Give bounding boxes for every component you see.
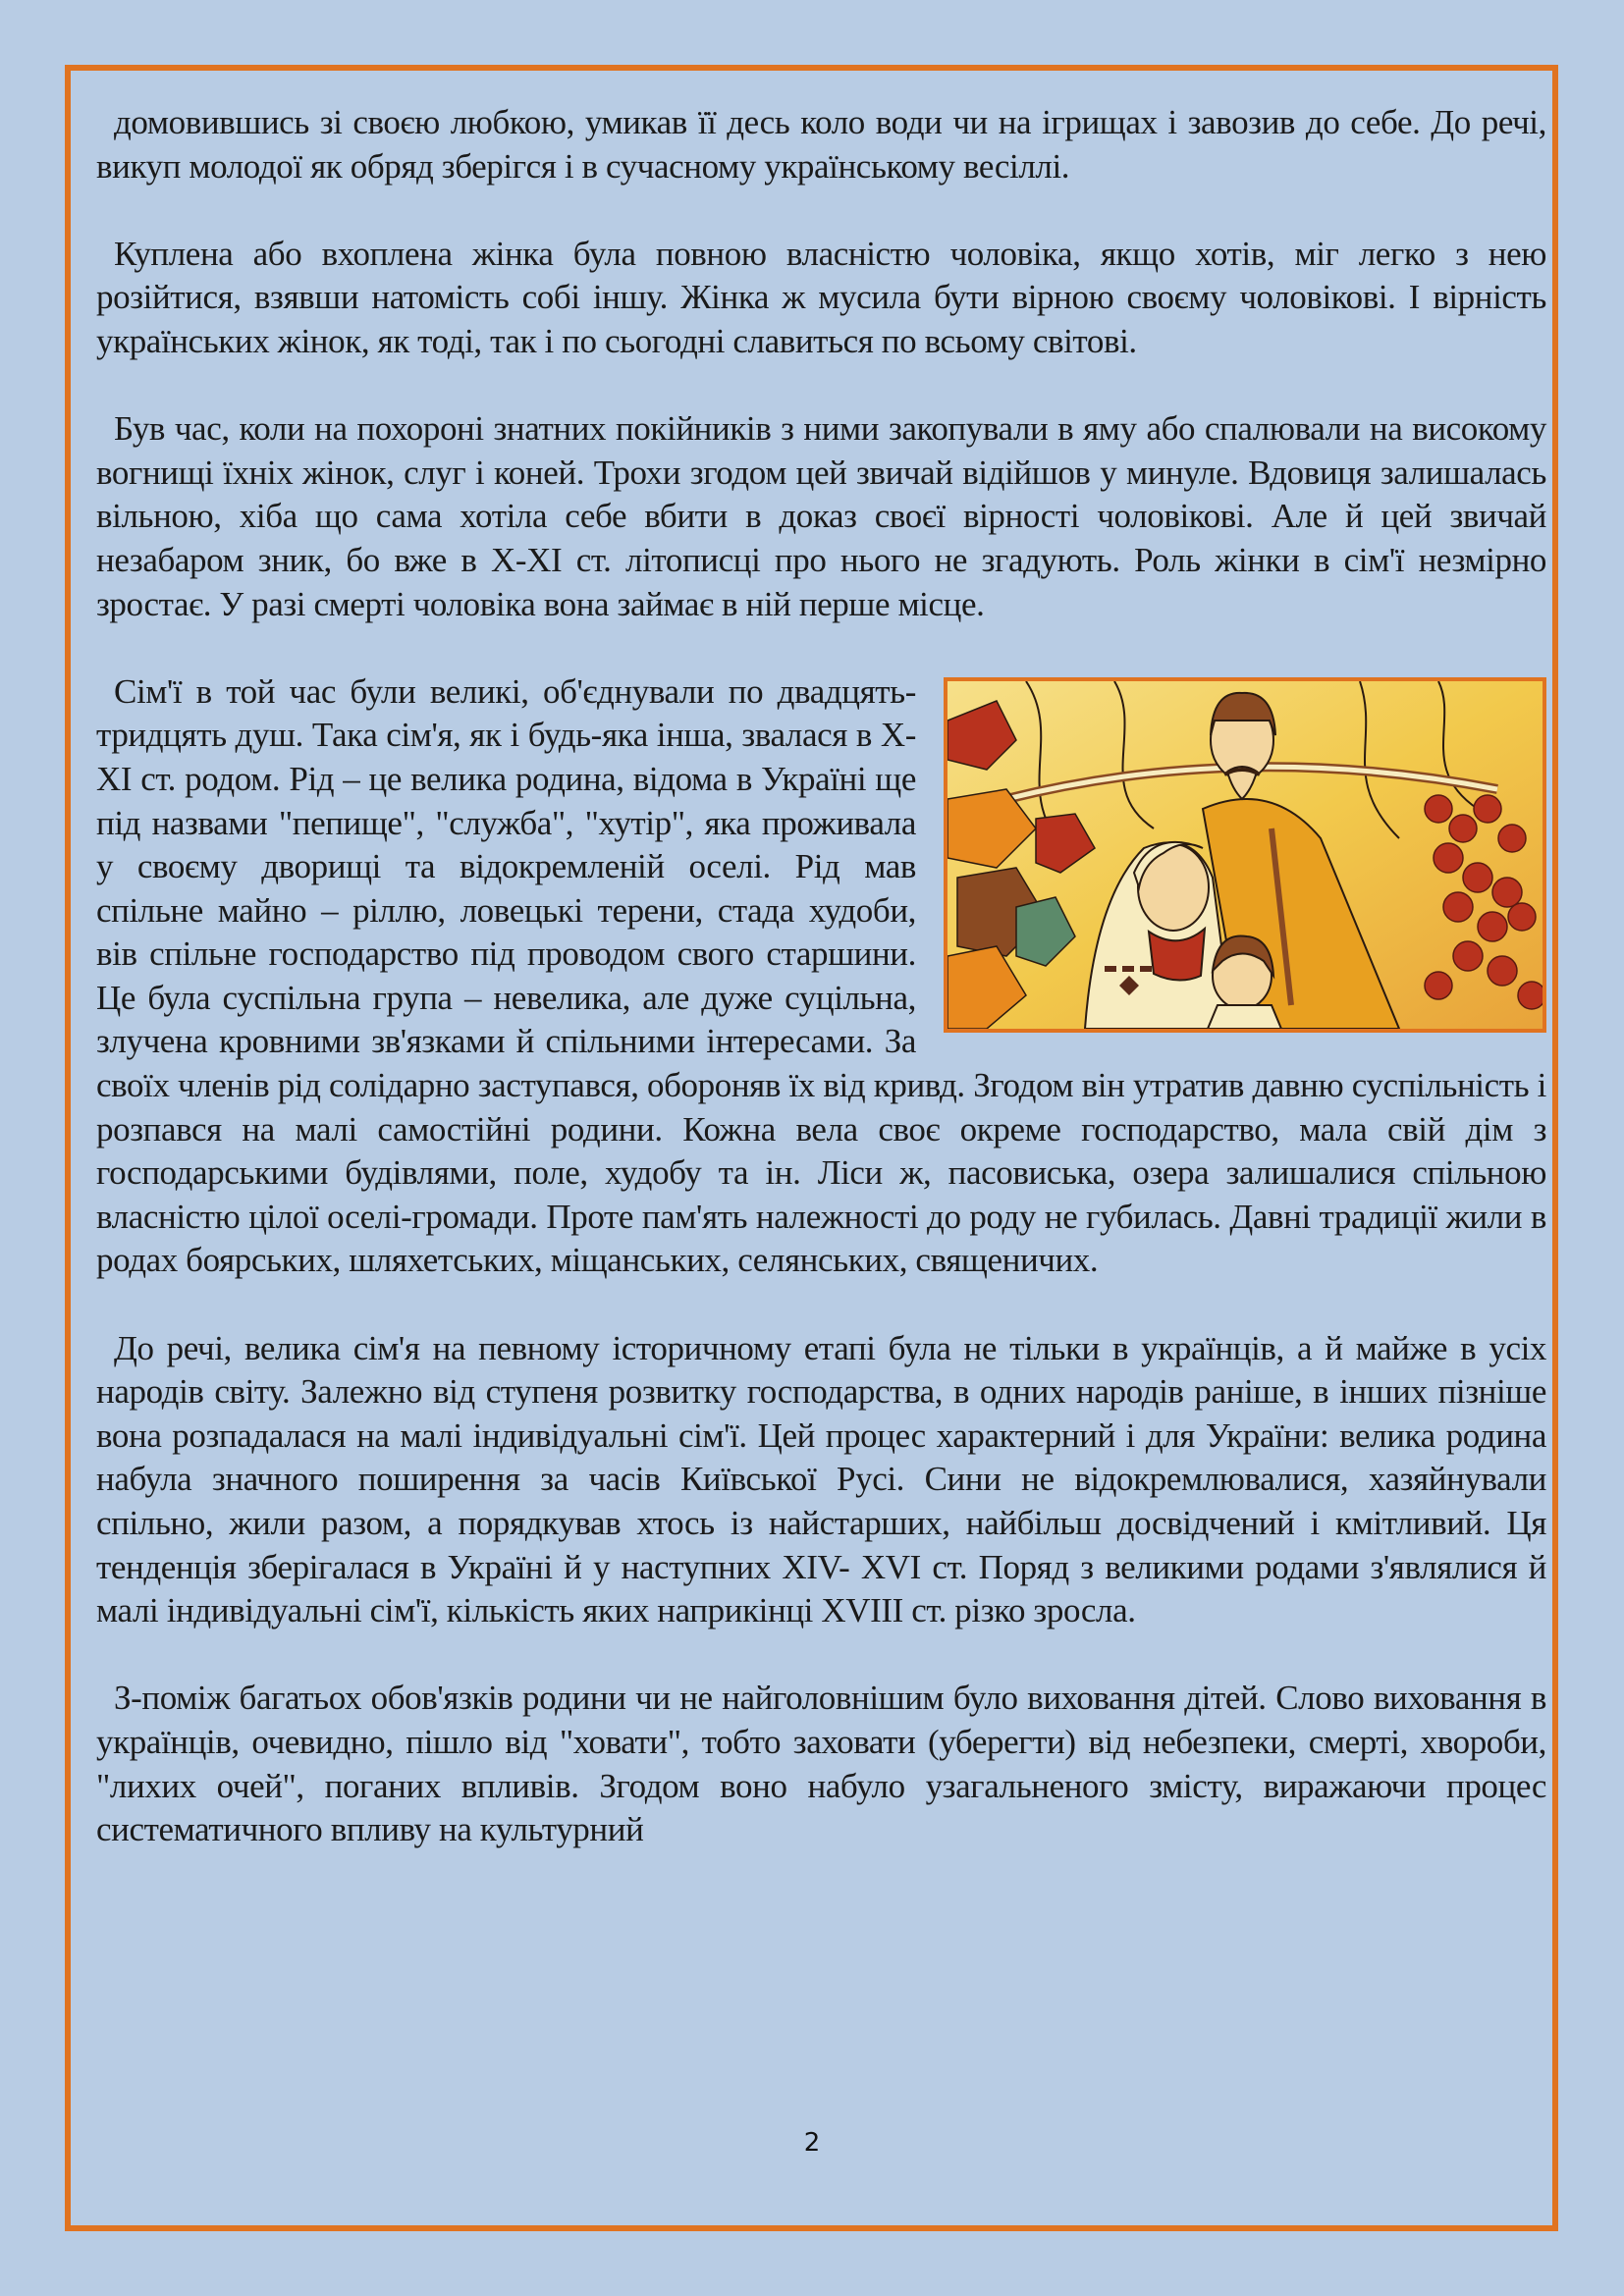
paragraph-4: Сім'ї в той час були великі, об'єднували по двадцять-тридцять душ. Така сім'я, як і будь-яка інша, звалася в X-XI ст. родом. Рід – це велика родина, відома в Україні ще під назвами "пепище", "служба", "хутір", яка проживала у своєму дворищі та відокремленій оселі. Рід мав спільне майно – ріллю, ловецькі терени, стада худоби, вів спільне господарство під проводом свого старшини. Це була суспільна група – невелика, але дуже суцільна, злучена кровними зв'язками й спільними інтересами. За своїх членів рід солідарно заступався, обороняв їх від кривд. Згодом він утратив давню суспільність і розпався на малі самостійні родини. Кожна вела своє окреме господарство, мала свій дім з господарськими будівлями, поле, худобу та ін. Ліси ж, пасовиська, озера залишалися спільною власністю цілої оселі-громади. Проте пам'ять належності до роду не губилась. Давні традиції жили в родах боярських, шляхетських, міщанських, селянських, священичих. — [96, 671, 1546, 1280]
paragraph-6: З-поміж багатьох обов'язків родини чи не найголовнішим було виховання дітей. Слово виховання в українців, очевидно, пішло від "ховати", тобто заховати (уберегти) від небезпеки, смерті, хвороби, "лихих очей", поганих впливів. Згодом воно набуло узагальненого змісту, виражаючи процес систематичного впливу на культурний — [96, 1679, 1546, 1849]
paragraph-3: Був час, коли на похороні знатних покійників з ними закопували в яму або спалювали на високому вогнищі їхніх жінок, слуг і коней. Трохи згодом цей звичай відійшов у минуле. Вдовиця залишалась вільною, хіба що сама хотіла себе вбити в доказ своєї вірності чоловікові. Але й цей звичай незабаром зник, бо вже в X-XI ст. літописці про нього не згадують. Роль жінки в сім'ї незмірно зростає. У разі смерті чоловіка вона займає в ній перше місце. — [96, 409, 1546, 623]
family-illustration — [944, 677, 1546, 1033]
paragraph-2: Куплена або вхоплена жінка була повною власністю чоловіка, якщо хотів, міг легко з нею розійтися, взявши натомість собі іншу. Жінка ж мусила бути вірною своєму чоловікові. І вірність українських жінок, як тоді, так і по сьогодні славиться по всьому світові. — [96, 234, 1546, 360]
document-body — [96, 101, 1546, 1852]
paragraph-1: домовившись зі своєю любкою, умикав її десь коло води чи на ігрищах і завозив до себе. До речі, викуп молодої як обряд зберігся і в сучасному українському весіллі. — [96, 103, 1546, 186]
family-illustration-icon — [947, 681, 1543, 1029]
page-number: 2 — [803, 2128, 821, 2158]
paragraph-5: До речі, велика сім'я на певному історичному етапі була не тільки в українців, а й майже в усіх народів світу. Залежно від ступеня розвитку господарства, в одних народів раніше, в інших пізніше вона розпадалася на малі індивідуальні сім'ї. Цей процес характерний і для України: велика родина набула значного поширення за часів Київської Русі. Сини не відокремлювалися, хазяйнували спільно, жили разом, а порядкував хтось із найстарших, найбільш досвідчений і кмітливий. Ця тенденція зберігалася в Україні й у наступних XIV- XVI ст. Поряд з великими родами з'являлися й малі індивідуальні сім'ї, кількість яких наприкінці XVIII ст. різко зросла. — [96, 1328, 1546, 1630]
